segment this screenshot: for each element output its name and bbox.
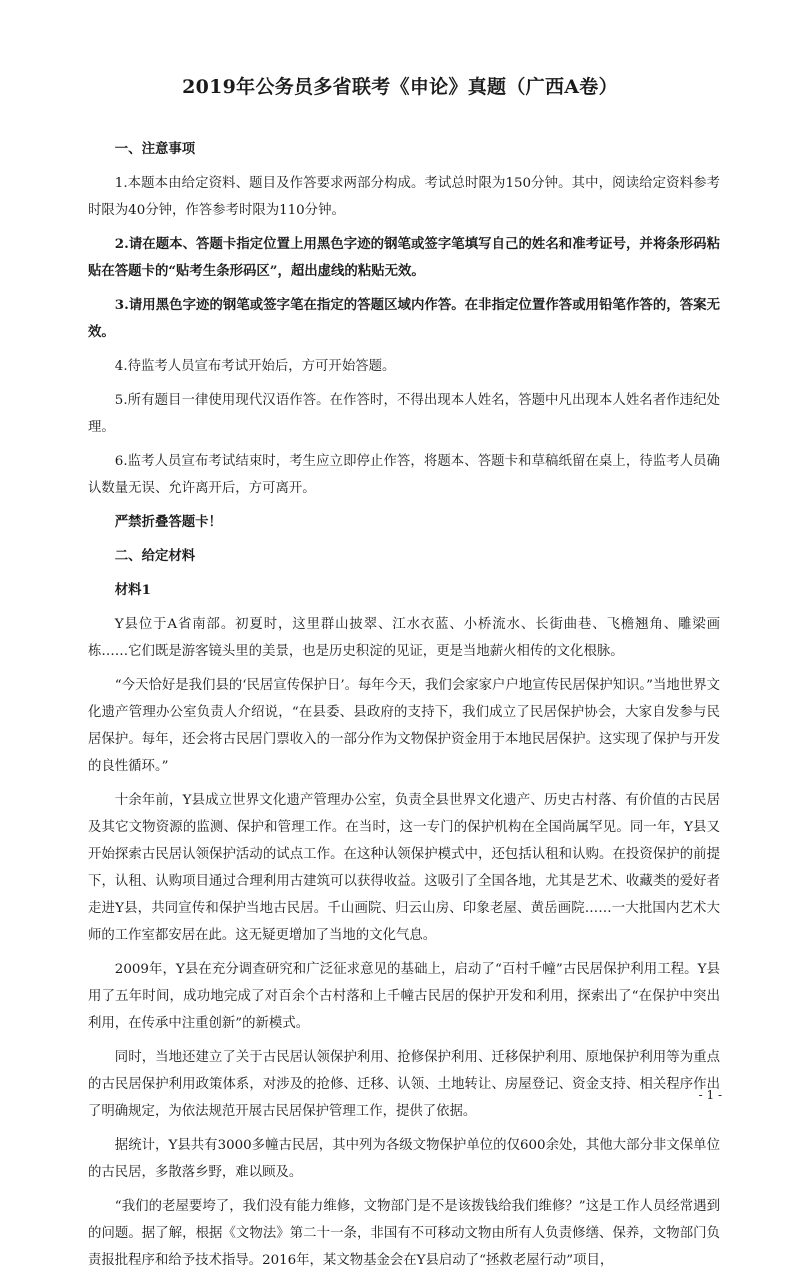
paragraph: 据统计，Y县共有3000多幢古民居，其中列为各级文物保护单位的仅600余处，其他大部分非文保单位的古民居，多散落乡野，难以顾及。: [88, 1138, 720, 1180]
page-title: 2019年公务员多省联考《申论》真题（广西A卷）: [182, 76, 618, 98]
paragraph: 4.待监考人员宣布考试开始后，方可开始答题。: [114, 359, 396, 374]
paragraph: 6.监考人员宣布考试结束时，考生应立即停止作答，将题本、答题卡和草稿纸留在桌上，待监考人员确认数量无误、允许离开后，方可离开。: [88, 454, 720, 496]
paragraph: 2009年，Y县在充分调查研究和广泛征求意见的基础上，启动了“百村千幢”古民居保护利用工程。Y县用了五年时间，成功地完成了对百余个古村落和上千幢古民居的保护开发和利用，探索出了“在保护中突出利用，在传承中注重创新”的新模式。: [88, 962, 720, 1031]
section-heading: 二、给定材料: [114, 548, 196, 564]
paragraph: 十余年前，Y县成立世界文化遗产管理办公室，负责全县世界文化遗产、历史古村落、有价值的古民居及其它文物资源的监测、保护和管理工作。在当时，这一专门的保护机构在全国尚属罕见。同一年，Y县又开始探索古民居认领保护活动的试点工作。在这种认领保护模式中，还包括认租和认购。在投资保护的前提下，认租、认购项目通过合理利用古建筑可以获得收益。这吸引了全国各地，尤其是艺术、收藏类的爱好者走进Y县，共同宣传和保护当地古民居。千山画院、归云山房、印象老屋、黄岳画院……一大批国内艺术大师的工作室都安居在此。这无疑更增加了当地的文化气息。: [88, 793, 720, 943]
paragraph: “今天恰好是我们县的‘民居宣传保护日’。每年今天，我们会家家户户地宣传民居保护知识。”当地世界文化遗产管理办公室负责人介绍说，“在县委、县政府的支持下，我们成立了民居保护协会，大家自发参与民居保护。每年，还会将古民居门票收入的一部分作为文物保护资金用于本地民居保护。这实现了保护与开发的良性循环。”: [88, 678, 720, 774]
paragraph: 1.本题本由给定资料、题目及作答要求两部分构成。考试总时限为150分钟。其中，阅读给定资料参考时限为40分钟，作答参考时限为110分钟。: [88, 176, 720, 218]
section-heading: 一、注意事项: [114, 141, 196, 157]
paragraph: 2.请在题本、答题卡指定位置上用黑色字迹的钢笔或签字笔填写自己的姓名和准考证号，并将条形码粘贴在答题卡的“贴考生条形码区”，超出虚线的粘贴无效。: [88, 236, 720, 279]
paragraph: “我们的老屋要垮了，我们没有能力维修，文物部门是不是该拨钱给我们维修？”这是工作人员经常遇到的问题。据了解，根据《文物法》第二十一条，非国有不可移动文物由所有人负责修缮、保养，文物部门负责报批程序和给予技术指导。2016年，某文物基金会在Y县启动了“拯救老屋行动”项目，: [88, 1199, 720, 1268]
document-body: [88, 136, 720, 1281]
material-label: 材料1: [114, 582, 151, 598]
paragraph: 同时，当地还建立了关于古民居认领保护利用、抢修保护利用、迁移保护利用、原地保护利用等为重点的古民居保护利用政策体系，对涉及的抢修、迁移、认领、土地转让、房屋登记、资金支持、相关程序作出了明确规定，为依法规范开展古民居保护管理工作，提供了依据。: [88, 1050, 720, 1119]
paragraph: Y县位于A省南部。初夏时，这里群山披翠、江水衣蓝、小桥流水、长街曲巷、飞檐翘角、雕梁画栋……它们既是游客镜头里的美景，也是历史积淀的见证，更是当地薪火相传的文化根脉。: [88, 617, 720, 659]
paragraph: 5.所有题目一律使用现代汉语作答。在作答时，不得出现本人姓名，答题中凡出现本人姓名者作违纪处理。: [88, 393, 720, 435]
paragraph: 严禁折叠答题卡！: [114, 514, 222, 530]
paragraph: 3.请用黑色字迹的钢笔或签字笔在指定的答题区域内作答。在非指定位置作答或用铅笔作答的，答案无效。: [88, 297, 720, 340]
page-number: - 1 -: [698, 1088, 722, 1102]
